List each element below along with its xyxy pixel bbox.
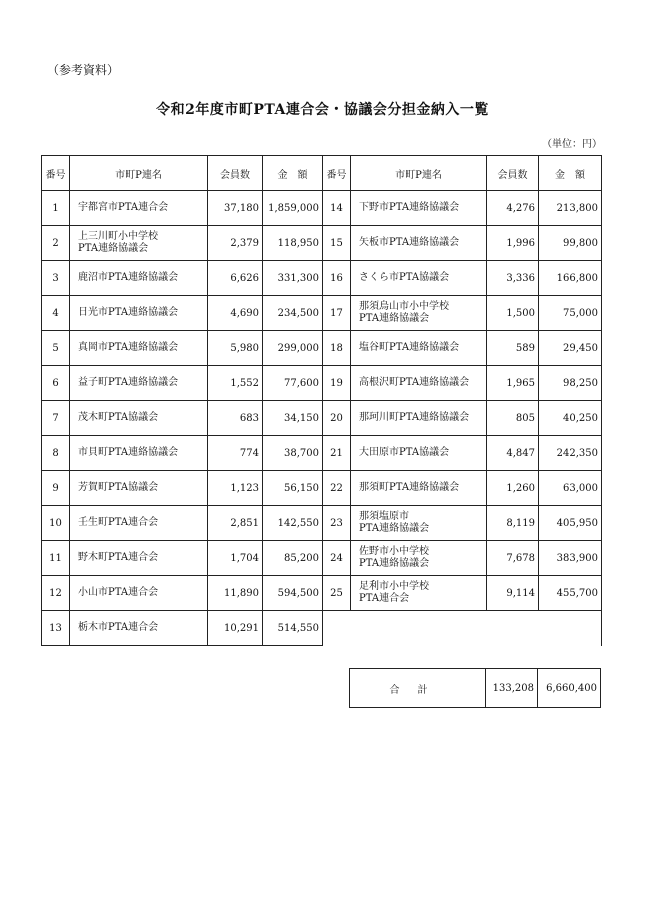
row-number: 21	[323, 436, 351, 471]
row-number: 10	[42, 506, 70, 541]
table-row	[42, 506, 602, 541]
organization-name	[70, 366, 208, 401]
organization-name	[351, 576, 487, 611]
row-number: 24	[323, 541, 351, 576]
member-count: 683	[208, 401, 263, 436]
organization-name	[351, 506, 487, 541]
amount: 594,500	[263, 576, 323, 611]
total-amount: 6,660,400	[538, 669, 601, 708]
organization-name-line1: 大田原市PTA協議会	[359, 447, 450, 458]
organization-name-line1: 壬生町PTA連合会	[78, 517, 159, 528]
contribution-table	[41, 155, 602, 646]
member-count: 1,965	[487, 366, 539, 401]
organization-name-line1: 那須塩原市	[359, 511, 409, 522]
header-row	[42, 156, 602, 191]
organization-name-line1: 栃木市PTA連合会	[78, 622, 159, 633]
row-number: 12	[42, 576, 70, 611]
organization-name-line1: 塩谷町PTA連絡協議会	[359, 342, 460, 353]
organization-name-line1: 佐野市小中学校	[359, 546, 429, 557]
organization-name-line2: PTA連絡協議会	[359, 558, 430, 569]
row-number: 23	[323, 506, 351, 541]
member-count: 37,180	[208, 191, 263, 226]
organization-name	[70, 436, 208, 471]
organization-name-line2: PTA連絡協議会	[359, 523, 430, 534]
organization-name	[70, 191, 208, 226]
organization-name-line1: 那珂川町PTA連絡協議会	[359, 412, 470, 423]
organization-name-line2: PTA連絡協議会	[78, 243, 149, 254]
member-count: 1,500	[487, 296, 539, 331]
organization-name	[70, 226, 208, 261]
member-count: 11,890	[208, 576, 263, 611]
organization-name-line1: 上三川町小中学校	[78, 231, 158, 242]
amount: 77,600	[263, 366, 323, 401]
empty-cell	[323, 611, 602, 646]
member-count: 4,690	[208, 296, 263, 331]
member-count: 1,996	[487, 226, 539, 261]
amount: 85,200	[263, 541, 323, 576]
row-number: 4	[42, 296, 70, 331]
total-table	[349, 668, 601, 708]
organization-name-line2: PTA連絡協議会	[359, 313, 430, 324]
row-number: 16	[323, 261, 351, 296]
row-number: 5	[42, 331, 70, 366]
header-members: 会員数	[208, 156, 263, 191]
organization-name-line1: 那須町PTA連絡協議会	[359, 482, 460, 493]
organization-name	[351, 436, 487, 471]
amount: 242,350	[539, 436, 602, 471]
total-row	[350, 669, 601, 708]
amount: 405,950	[539, 506, 602, 541]
row-number: 18	[323, 331, 351, 366]
organization-name-line1: さくら市PTA協議会	[359, 272, 450, 283]
amount: 166,800	[539, 261, 602, 296]
organization-name	[70, 541, 208, 576]
total-members: 133,208	[486, 669, 538, 708]
organization-name	[351, 366, 487, 401]
organization-name-line1: 野木町PTA連合会	[78, 552, 159, 563]
amount: 455,700	[539, 576, 602, 611]
header-no: 番号	[323, 156, 351, 191]
row-number: 19	[323, 366, 351, 401]
reference-note: （参考資料）	[47, 63, 120, 77]
member-count: 4,276	[487, 191, 539, 226]
member-count: 8,119	[487, 506, 539, 541]
organization-name-line1: 芳賀町PTA協議会	[78, 482, 159, 493]
organization-name-line1: 小山市PTA連合会	[78, 587, 159, 598]
row-number: 20	[323, 401, 351, 436]
amount: 213,800	[539, 191, 602, 226]
page-title: 令和2年度市町PTA連合会・協議会分担金納入一覧	[156, 102, 489, 118]
row-number: 17	[323, 296, 351, 331]
member-count: 4,847	[487, 436, 539, 471]
table-row	[42, 226, 602, 261]
organization-name	[351, 541, 487, 576]
member-count: 2,379	[208, 226, 263, 261]
member-count: 1,552	[208, 366, 263, 401]
total-label: 合計	[350, 669, 486, 708]
row-number: 6	[42, 366, 70, 401]
member-count: 10,291	[208, 611, 263, 646]
organization-name-line1: 市貝町PTA連絡協議会	[78, 447, 179, 458]
organization-name-line1: 茂木町PTA協議会	[78, 412, 159, 423]
organization-name	[70, 401, 208, 436]
organization-name	[70, 576, 208, 611]
amount: 40,250	[539, 401, 602, 436]
header-name: 市町P連名	[70, 156, 208, 191]
table-row	[42, 366, 602, 401]
organization-name-line1: 矢板市PTA連絡協議会	[359, 237, 460, 248]
organization-name	[70, 506, 208, 541]
table-row	[42, 331, 602, 366]
member-count: 589	[487, 331, 539, 366]
organization-name-line2: PTA連合会	[359, 593, 410, 604]
table-row	[42, 471, 602, 506]
organization-name	[351, 191, 487, 226]
amount: 34,150	[263, 401, 323, 436]
header-amount: 金 額	[263, 156, 323, 191]
amount: 75,000	[539, 296, 602, 331]
amount: 118,950	[263, 226, 323, 261]
header-no: 番号	[42, 156, 70, 191]
organization-name-line1: 日光市PTA連絡協議会	[78, 307, 179, 318]
unit-label: （単位：円）	[542, 139, 602, 150]
table-row	[42, 191, 602, 226]
member-count: 1,260	[487, 471, 539, 506]
table-row	[42, 261, 602, 296]
row-number: 9	[42, 471, 70, 506]
amount: 331,300	[263, 261, 323, 296]
organization-name-line1: 下野市PTA連絡協議会	[359, 202, 460, 213]
header-amount: 金 額	[539, 156, 602, 191]
organization-name	[70, 331, 208, 366]
row-number: 25	[323, 576, 351, 611]
organization-name-line1: 宇都宮市PTA連合会	[78, 202, 169, 213]
table-row	[42, 541, 602, 576]
organization-name	[351, 296, 487, 331]
organization-name	[351, 401, 487, 436]
amount: 98,250	[539, 366, 602, 401]
member-count: 5,980	[208, 331, 263, 366]
row-number: 14	[323, 191, 351, 226]
row-number: 11	[42, 541, 70, 576]
organization-name	[351, 471, 487, 506]
organization-name	[351, 261, 487, 296]
row-number: 7	[42, 401, 70, 436]
organization-name	[70, 611, 208, 646]
amount: 29,450	[539, 331, 602, 366]
organization-name	[351, 226, 487, 261]
organization-name-line1: 益子町PTA連絡協議会	[78, 377, 179, 388]
amount: 1,859,000	[263, 191, 323, 226]
member-count: 9,114	[487, 576, 539, 611]
header-name: 市町P連名	[351, 156, 487, 191]
member-count: 3,336	[487, 261, 539, 296]
organization-name-line1: 那須烏山市小中学校	[359, 301, 449, 312]
amount: 299,000	[263, 331, 323, 366]
row-number: 8	[42, 436, 70, 471]
header-members: 会員数	[487, 156, 539, 191]
table-row	[42, 611, 602, 646]
member-count: 7,678	[487, 541, 539, 576]
table-row	[42, 576, 602, 611]
organization-name	[351, 331, 487, 366]
member-count: 2,851	[208, 506, 263, 541]
row-number: 22	[323, 471, 351, 506]
table-row	[42, 296, 602, 331]
amount: 56,150	[263, 471, 323, 506]
row-number: 3	[42, 261, 70, 296]
member-count: 6,626	[208, 261, 263, 296]
member-count: 774	[208, 436, 263, 471]
member-count: 805	[487, 401, 539, 436]
amount: 234,500	[263, 296, 323, 331]
amount: 142,550	[263, 506, 323, 541]
organization-name-line1: 高根沢町PTA連絡協議会	[359, 377, 470, 388]
member-count: 1,704	[208, 541, 263, 576]
organization-name-line1: 鹿沼市PTA連絡協議会	[78, 272, 179, 283]
row-number: 1	[42, 191, 70, 226]
organization-name	[70, 296, 208, 331]
amount: 383,900	[539, 541, 602, 576]
amount: 514,550	[263, 611, 323, 646]
table-row	[42, 401, 602, 436]
member-count: 1,123	[208, 471, 263, 506]
organization-name-line1: 真岡市PTA連絡協議会	[78, 342, 179, 353]
row-number: 13	[42, 611, 70, 646]
row-number: 15	[323, 226, 351, 261]
row-number: 2	[42, 226, 70, 261]
amount: 99,800	[539, 226, 602, 261]
organization-name	[70, 471, 208, 506]
organization-name	[70, 261, 208, 296]
organization-name-line1: 足利市小中学校	[359, 581, 429, 592]
amount: 63,000	[539, 471, 602, 506]
amount: 38,700	[263, 436, 323, 471]
table-row	[42, 436, 602, 471]
